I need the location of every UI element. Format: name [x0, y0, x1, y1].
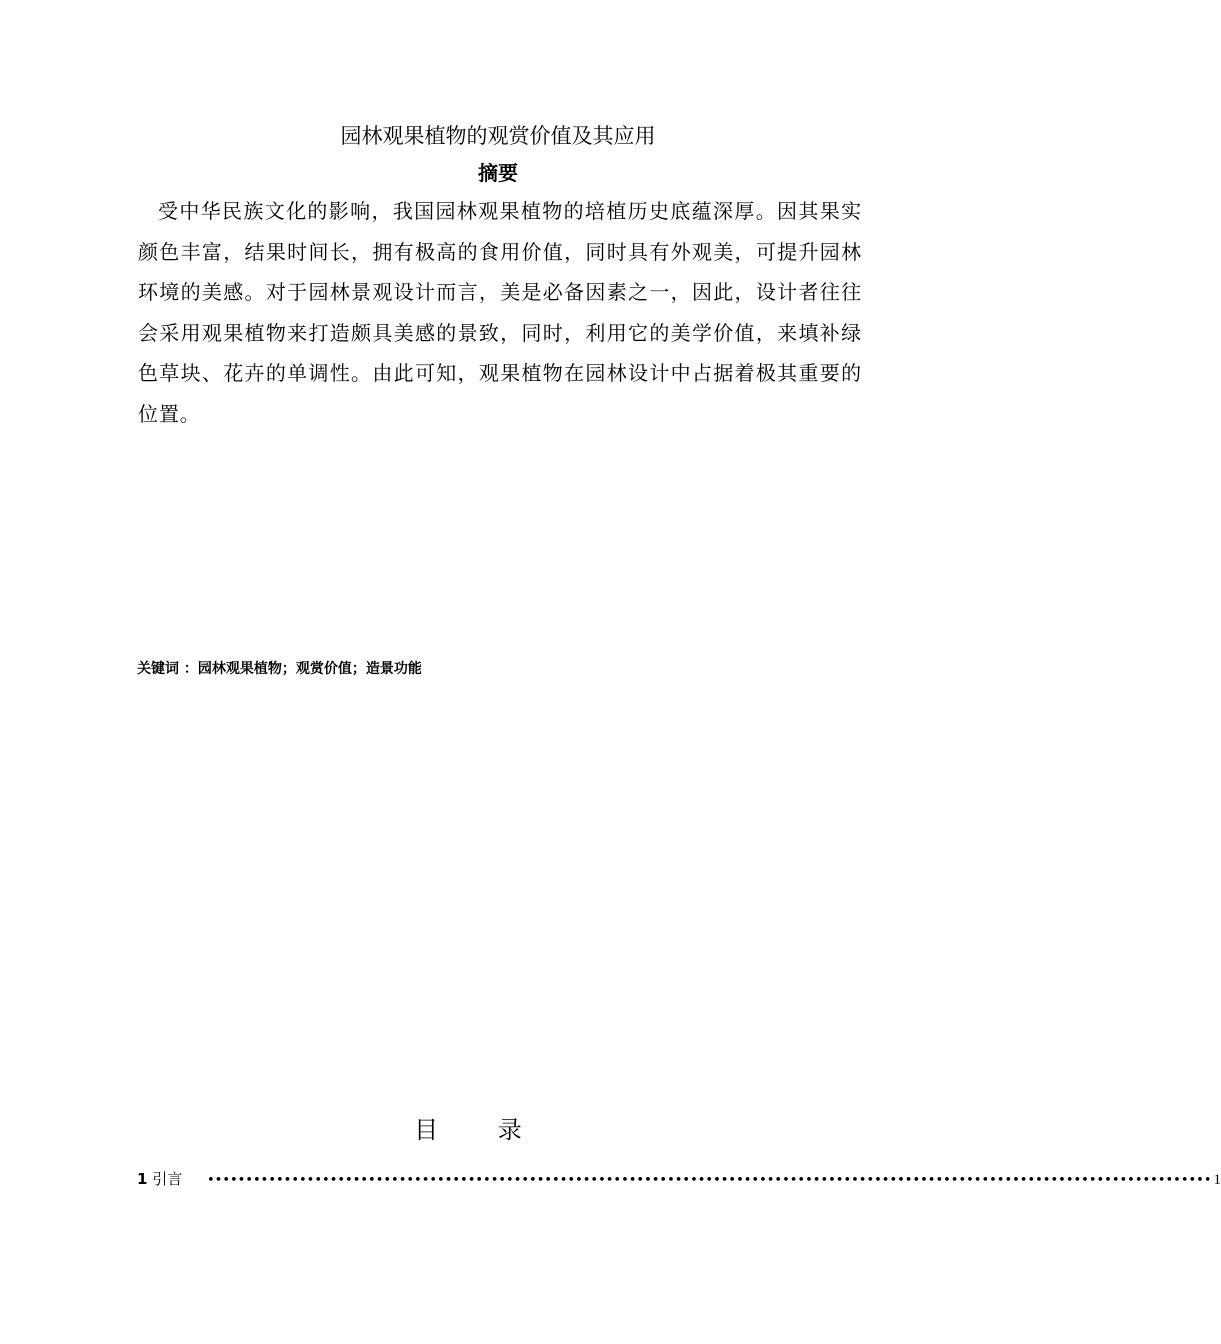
toc-entry-leader: ••••••••••••••••••••••••••••••••••••••••••••••••••••••••••••••••••••••••••••••••••••••••••••••••••••••••••••••••••••••••••••••••••• — [207, 1173, 1212, 1188]
toc-heading: 目 录 — [414, 1116, 548, 1144]
keywords-line: 关键词 ：园林观果植物；观赏价值；造景功能 — [137, 661, 422, 677]
toc-entry-page-number: 1 — [1213, 1172, 1221, 1188]
document-title: 园林观果植物的观赏价值及其应用 — [340, 124, 656, 148]
abstract-heading: 摘要 — [478, 161, 518, 185]
toc-entry-label — [137, 1167, 207, 1191]
toc-entry-number: 1 — [137, 1170, 148, 1188]
toc-entry[interactable] — [137, 1167, 1221, 1191]
abstract-paragraph: 受中华民族文化的影响，我国园林观果植物的培植历史底蕴深厚。因其果实颜色丰富，结果时间长，拥有极高的食用价值，同时具有外观美，可提升园林环境的美感。对于园林景观设计而言，美是必备因素之一，因此，设计者往往会采用观果植物来打造颇具美感的景致，同时，利用它的美学价值，来填补绿色草块、花卉的单调性。由此可知，观果植物在园林设计中占据着极其重要的位置。 — [138, 199, 862, 426]
toc-entry-title: 引言 — [152, 1170, 183, 1188]
